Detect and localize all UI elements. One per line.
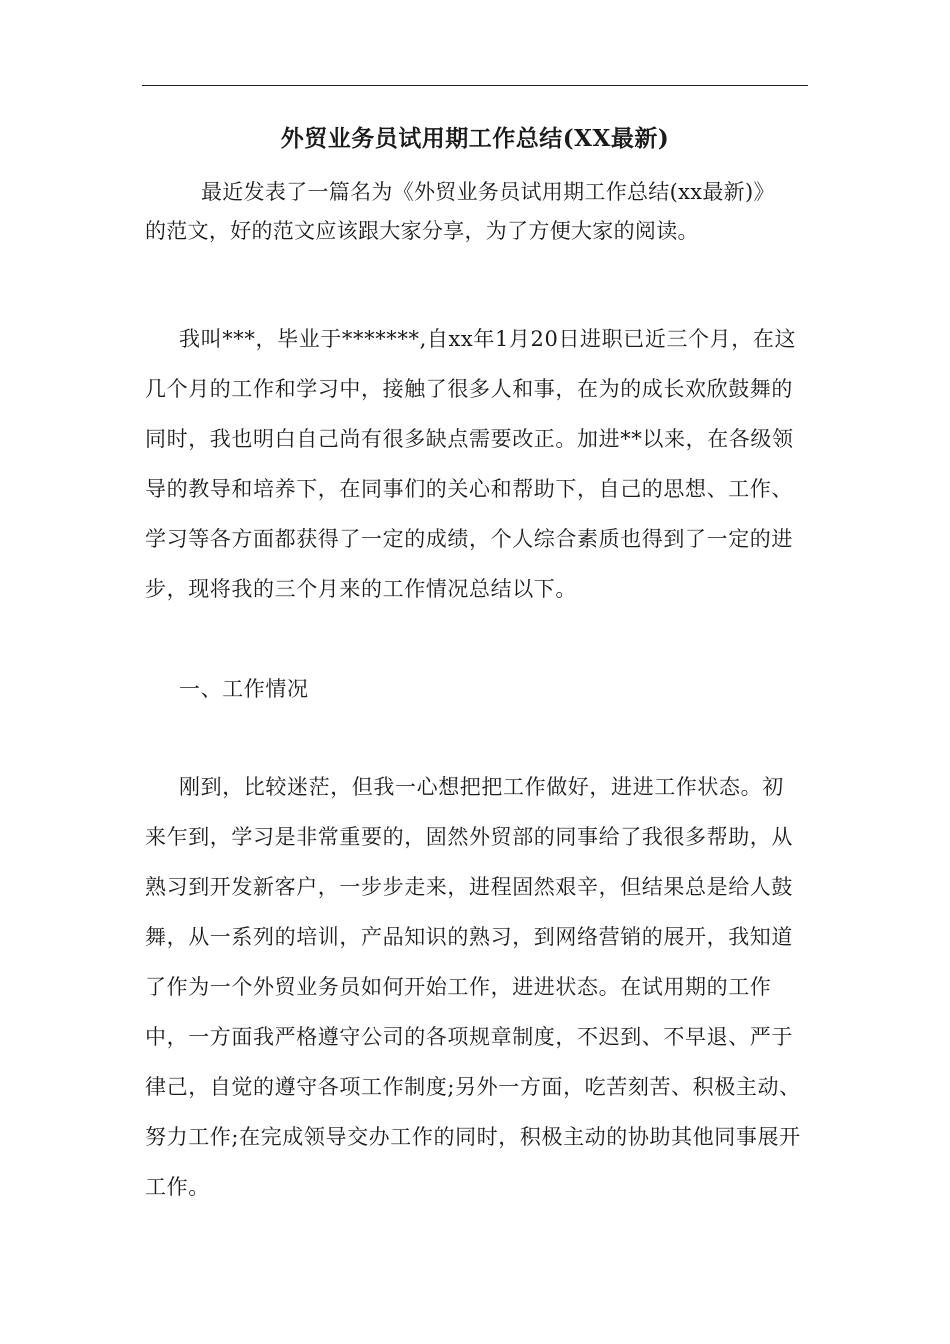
body-paragraph-2: 刚到，比较迷茫，但我一心想把把工作做好，进进工作状态。初来乍到，学习是非常重要的，固然外贸部的同事给了我很多帮助，从熟习到开发新客户，一步步走来，进程固然艰辛，但结果总是给人鼓舞，从一系列的培训，产品知识的熟习，到网络营销的展开，我知道了作为一个外贸业务员如何开始工作，进进状态。在试用期的工作中，一方面我严格遵守公司的各项规章制度，不迟到、不早退、严于律己，自觉的遵守各项工作制度;另外一方面，吃苦刻苦、积极主动、努力工作;在完成领导交办工作的同时，积极主动的协助其他同事展开工作。 bbox=[145, 775, 801, 1199]
top-rule bbox=[142, 85, 808, 86]
intro-paragraph: 最近发表了一篇名为《外贸业务员试用期工作总结(xx最新)》的范文，好的范文应该跟大家分享，为了方便大家的阅读。 bbox=[145, 180, 775, 243]
section-heading: 一、工作情况 bbox=[179, 677, 309, 701]
document-title: 外贸业务员试用期工作总结(XX最新) bbox=[280, 125, 670, 152]
body-paragraph-1: 我叫***，毕业于*******,自xx年1月20日进职已近三个月，在这几个月的工作和学习中，接触了很多人和事，在为的成长欢欣鼓舞的同时，我也明白自己尚有很多缺点需要改正。加进**以来，在各级领导的教导和培养下，在同事们的关心和帮助下，自己的思想、工作、学习等各方面都获得了一定的成绩，个人综合素质也得到了一定的进步，现将我的三个月来的工作情况总结以下。 bbox=[145, 327, 797, 601]
